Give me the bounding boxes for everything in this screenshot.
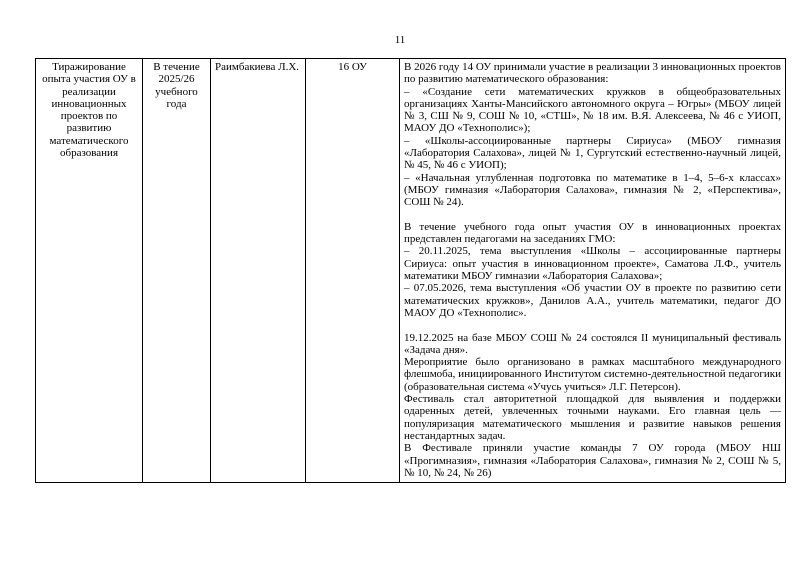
report-table — [35, 58, 786, 483]
paragraph-gap — [404, 209, 781, 221]
description-paragraph: В Фестивале приняли участие команды 7 ОУ города (МБОУ НШ «Прогимназия», гимназия «Лаборатория Салахова», гимназия № 2, СОШ № 5, № 10, № 24, № 26) — [404, 442, 781, 479]
page-number: 11 — [394, 34, 406, 46]
description-paragraph: 19.12.2025 на базе МБОУ СОШ № 24 состоялся II муниципальный фестиваль «Задача дня». — [404, 331, 781, 356]
event-cell — [36, 59, 143, 483]
description-paragraph: Фестиваль стал авторитетной площадкой для выявления и поддержки одаренных детей, увлеченных точными науками. Его главная цель — популяризация математического мышления и развитие навыков решения нестандартных задач. — [404, 393, 781, 442]
project-item: – «Создание сети математических кружков в общеобразовательных организациях Ханты-Мансийского автономного округа – Югры» (МБОУ лицей № 3, СШ № 9, СОШ № 10, «СТШ», № 18 им. В.Я. Алексеева, № 46 с УИОП, МАОУ ДО «Технополис»); — [404, 85, 781, 135]
presentation-item: – 07.05.2026, тема выступления «Об участии ОУ в проекте по развитию сети математических кружков», Данилов А.А., учитель математики, педагог ДО МАОУ ДО «Технополис». — [404, 282, 781, 319]
project-item: – «Школы-ассоциированные партнеры Сириуса» (МБОУ гимназия «Лаборатория Салахова», лицей № 1, Сургутский естественно-научный лицей, № 45, № 46 с УИОП); — [404, 134, 781, 172]
period-text: В течение 2025/26 учебного года — [153, 61, 200, 110]
table-row — [36, 59, 786, 483]
period-cell — [143, 59, 211, 483]
count-cell — [306, 59, 400, 483]
event-text: Тиражирование опыта участия ОУ в реализации инновационных проектов по развитию математического образования — [42, 61, 136, 160]
description-cell — [400, 59, 786, 483]
responsible-cell — [211, 59, 306, 483]
description-paragraph: В 2026 году 14 ОУ принимали участие в реализации 3 инновационных проектов по развитию математического образования: — [404, 61, 781, 86]
count-text: 16 ОУ — [338, 61, 367, 73]
paragraph-gap — [404, 319, 781, 331]
project-item: – «Начальная углубленная подготовка по математике в 1–4, 5–6-х классах» (МБОУ гимназия «Лаборатория Салахова», гимназия № 2, «Перспектива», СОШ № 24). — [404, 171, 781, 209]
description-paragraph: Мероприятие было организовано в рамках масштабного международного флешмоба, инициированного Институтом системно-деятельностной педагогики (образовательная система «Учусь учиться» Л.Г. Петерсон). — [404, 356, 781, 393]
description-paragraph: В течение учебного года опыт участия ОУ в инновационных проектах представлен педагогами на заседаниях ГМО: — [404, 220, 781, 246]
responsible-text: Раимбакиева Л.Х. — [215, 61, 300, 73]
presentation-item: – 20.11.2025, тема выступления «Школы – ассоциированные партнеры Сириуса: опыт участия в инновационном проекте», Саматова Л.Ф., учитель математики МБОУ гимназии «Лаборатория Салахова»; — [404, 245, 781, 283]
